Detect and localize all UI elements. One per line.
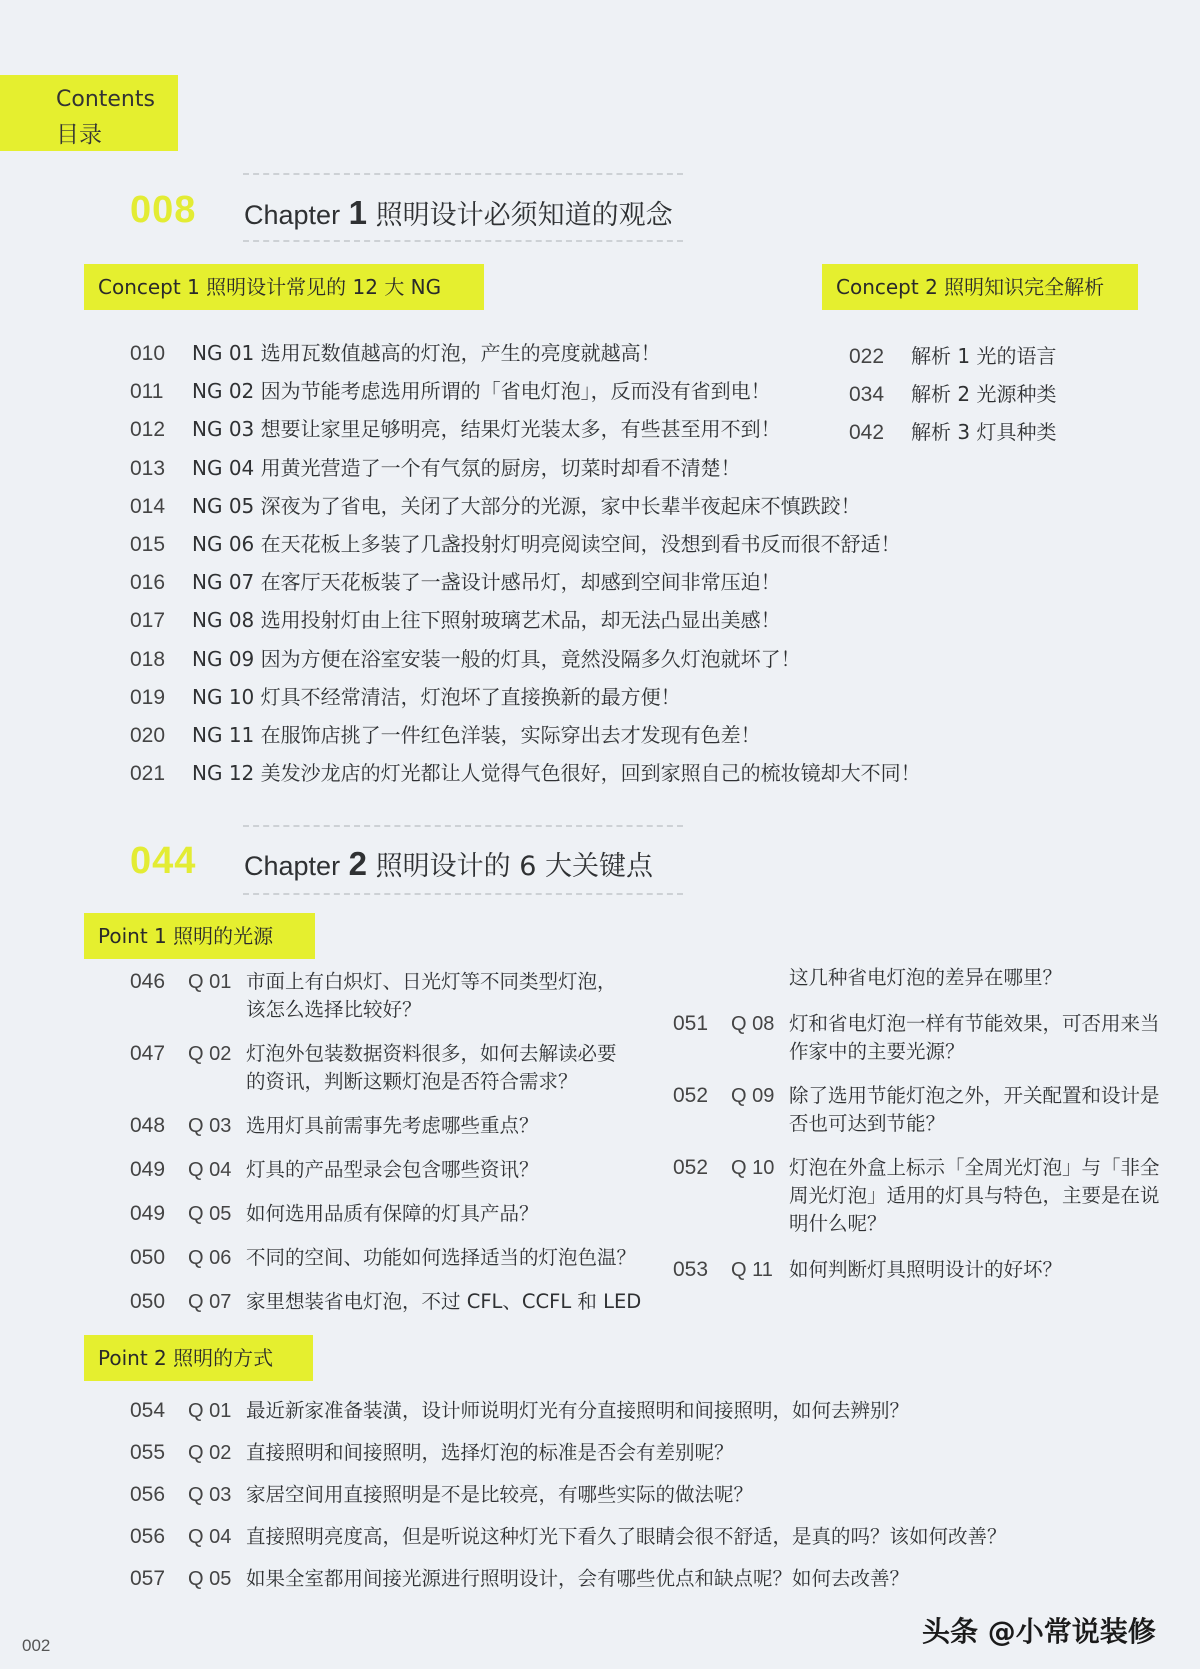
- question-text: 直接照明和间接照明，选择灯泡的标准是否会有差别呢？: [246, 1441, 734, 1464]
- question-item: [673, 1256, 1193, 1286]
- page-ref: 018: [130, 647, 166, 671]
- page-ref: 051: [673, 1012, 709, 1035]
- question-item: [130, 1244, 650, 1274]
- point1-bar: [84, 913, 315, 959]
- list-item: [130, 375, 921, 413]
- question-line: 明什么呢？: [789, 1212, 887, 1235]
- item-text: NG 10 灯具不经常清洁，灯泡坏了直接换新的最方便！: [192, 684, 681, 709]
- chapter2-title: [244, 844, 653, 883]
- item-text: NG 08 选用投射灯由上往下照射玻璃艺术品，却无法凸显出美感！: [192, 608, 781, 633]
- question-item: [130, 1523, 1130, 1553]
- question-number: Q 05: [188, 1568, 232, 1590]
- question-text: 最近新家准备装潢，设计师说明灯光有分直接照明和间接照明，如何去辨别？: [246, 1399, 910, 1422]
- chapter1-title-text: 照明设计必须知道的观念: [375, 200, 673, 231]
- question-line: 作家中的主要光源？: [789, 1040, 965, 1063]
- contents-title-zh: 目录: [56, 122, 102, 148]
- chapter1-divider-bottom: [243, 240, 683, 242]
- page-ref: 054: [130, 1399, 166, 1422]
- list-item: [849, 340, 1056, 378]
- question-text: [246, 1040, 617, 1096]
- concept2-label: Concept 2 照明知识完全解析: [836, 275, 1105, 299]
- point1-label: Point 1 照明的光源: [98, 924, 274, 948]
- list-item: [130, 490, 921, 528]
- list-item: [849, 378, 1056, 416]
- question-line: 如何选用品质有保障的灯具产品？: [246, 1202, 539, 1225]
- question-number: Q 07: [188, 1291, 232, 1313]
- question-text: 如果全室都用间接光源进行照明设计，会有哪些优点和缺点呢？如何去改善？: [246, 1567, 910, 1590]
- question-text: [789, 1256, 1062, 1284]
- page-ref: 049: [130, 1202, 166, 1225]
- watermark: 头条 @小常说装修: [922, 1615, 1156, 1648]
- question-number: Q 03: [188, 1484, 232, 1506]
- question-number: Q 06: [188, 1247, 232, 1269]
- page-ref: 056: [130, 1483, 166, 1506]
- question-number: Q 02: [188, 1442, 232, 1464]
- item-text: NG 09 因为方便在浴室安装一般的灯具，竟然没隔多久灯泡就坏了！: [192, 646, 801, 671]
- chapter1-word: Chapter: [244, 200, 341, 230]
- item-text: 解析 1 光的语言: [911, 344, 1057, 368]
- question-text: [246, 1112, 539, 1140]
- question-item: [130, 1200, 650, 1230]
- chapter2-page-number: 044: [130, 840, 197, 882]
- chapter1-number: 1: [348, 194, 368, 231]
- list-item: [130, 452, 921, 490]
- page-ref: 020: [130, 723, 166, 747]
- point2-bar: [84, 1335, 313, 1381]
- question-text: 直接照明亮度高，但是听说这种灯光下看久了眼睛会很不舒适，是真的吗？该如何改善？: [246, 1525, 1007, 1548]
- list-item: [130, 528, 921, 566]
- page-ref: 050: [130, 1290, 166, 1313]
- page-ref: 047: [130, 1042, 166, 1065]
- question-number: Q 04: [188, 1159, 232, 1181]
- page-ref: 013: [130, 456, 166, 480]
- list-item: [130, 719, 921, 757]
- chapter2-word: Chapter: [244, 851, 341, 881]
- question-line: 灯具的产品型录会包含哪些资讯？: [246, 1158, 539, 1181]
- page-ref: 014: [130, 494, 166, 518]
- question-text: [789, 1154, 1160, 1238]
- list-item: [130, 604, 921, 642]
- chapter1-title: [244, 193, 673, 232]
- page-ref: 052: [673, 1084, 709, 1107]
- question-line: 市面上有白炽灯、日光灯等不同类型灯泡，: [246, 970, 617, 993]
- question-text: [246, 968, 617, 1024]
- question-number: Q 05: [188, 1203, 232, 1225]
- question-item: [673, 1010, 1193, 1070]
- question-number: Q 03: [188, 1115, 232, 1137]
- question-line: 除了选用节能灯泡之外，开关配置和设计是: [789, 1084, 1160, 1107]
- page-ref: 022: [849, 345, 885, 368]
- question-text: [246, 1156, 539, 1184]
- question-continuation: 这几种省电灯泡的差异在哪里？: [789, 966, 1063, 989]
- question-number: Q 11: [731, 1259, 773, 1281]
- page-ref: 049: [130, 1158, 166, 1181]
- question-line: 灯泡外包装数据资料很多，如何去解读必要: [246, 1042, 617, 1065]
- question-line: 该怎么选择比较好？: [246, 998, 422, 1021]
- question-number: Q 10: [731, 1157, 775, 1179]
- page-ref: 048: [130, 1114, 166, 1137]
- chapter2-number: 2: [348, 845, 368, 882]
- concept1-list: [130, 337, 921, 795]
- question-text: [789, 1082, 1160, 1138]
- question-line: 家里想装省电灯泡，不过 CFL、CCFL 和 LED: [246, 1290, 642, 1313]
- item-text: NG 03 想要让家里足够明亮，结果灯光装太多，有些甚至用不到！: [192, 417, 781, 442]
- chapter2-divider-bottom: [243, 893, 683, 895]
- question-item: [130, 1397, 1130, 1427]
- chapter1-page-number: 008: [130, 189, 197, 231]
- page-ref: 012: [130, 418, 166, 442]
- question-number: Q 08: [731, 1013, 775, 1035]
- contents-title-en: Contents: [56, 87, 155, 112]
- question-line: 否也可达到节能？: [789, 1112, 946, 1135]
- question-item: [130, 1112, 650, 1142]
- page-ref: 011: [130, 380, 164, 404]
- item-text: NG 11 在服饰店挑了一件红色洋装，实际穿出去才发现有色差！: [192, 722, 761, 747]
- item-text: NG 01 选用瓦数值越高的灯泡，产生的亮度就越高！: [192, 341, 661, 365]
- question-number: Q 01: [188, 1400, 232, 1422]
- page-ref: 021: [130, 762, 166, 786]
- item-text: NG 12 美发沙龙店的灯光都让人觉得气色很好，回到家照自己的梳妆镜却大不同！: [192, 761, 921, 786]
- question-item: [130, 1439, 1130, 1469]
- question-item: [130, 1156, 650, 1186]
- page-number: 002: [22, 1636, 51, 1655]
- question-item: [673, 1154, 1193, 1242]
- question-item: [130, 1565, 1130, 1595]
- page-ref: 046: [130, 970, 166, 993]
- item-text: NG 05 深夜为了省电，关闭了大部分的光源，家中长辈半夜起床不慎跌跤！: [192, 493, 861, 518]
- concept2-list: [849, 340, 1056, 454]
- page-ref: 010: [130, 342, 166, 365]
- point2-label: Point 2 照明的方式: [98, 1346, 274, 1370]
- list-item: [130, 681, 921, 719]
- item-text: NG 04 用黄光营造了一个有气氛的厨房，切菜时却看不清楚！: [192, 455, 741, 480]
- question-line: 的资讯，判断这颗灯泡是否符合需求？: [246, 1070, 578, 1093]
- list-item: [849, 416, 1056, 454]
- list-item: [130, 413, 921, 451]
- question-number: Q 02: [188, 1043, 232, 1065]
- question-line: 不同的空间、功能如何选择适当的灯泡色温？: [246, 1246, 637, 1269]
- page-ref: 055: [130, 1441, 166, 1464]
- list-item: [130, 643, 921, 681]
- page-ref: 034: [849, 383, 885, 406]
- question-item: [130, 1288, 650, 1318]
- chapter2-title-text: 照明设计的 6 大关键点: [375, 851, 653, 882]
- list-item: [130, 757, 921, 795]
- question-text: 家居空间用直接照明是不是比较亮，有哪些实际的做法呢？: [246, 1483, 754, 1506]
- page-ref: 017: [130, 609, 166, 633]
- question-line: 选用灯具前需事先考虑哪些重点？: [246, 1114, 539, 1137]
- chapter2-divider-top: [243, 825, 683, 827]
- question-text: [246, 1200, 539, 1228]
- question-line: 如何判断灯具照明设计的好坏？: [789, 1258, 1063, 1281]
- question-text: [246, 1288, 641, 1316]
- item-text: NG 07 在客厅天花板装了一盏设计感吊灯，却感到空间非常压迫！: [192, 570, 781, 595]
- page-ref: 052: [673, 1156, 709, 1179]
- list-item: [130, 566, 921, 604]
- page-ref: 016: [130, 571, 166, 595]
- question-number: Q 01: [188, 971, 232, 993]
- chapter1-divider-top: [243, 173, 683, 175]
- question-item: [130, 1481, 1130, 1511]
- page-ref: 019: [130, 685, 166, 709]
- question-line: 灯泡在外盒上标示「全周光灯泡」与「非全: [789, 1156, 1160, 1179]
- question-number: Q 09: [731, 1085, 775, 1107]
- question-line: 灯和省电灯泡一样有节能效果，可否用来当: [789, 1012, 1160, 1035]
- concept1-label: Concept 1 照明设计常见的 12 大 NG: [98, 275, 442, 299]
- concept1-bar: [84, 264, 484, 310]
- list-item: [130, 337, 921, 375]
- question-item: [673, 1082, 1193, 1142]
- question-item: [130, 968, 650, 1028]
- page-ref: 056: [130, 1525, 166, 1548]
- item-text: NG 02 因为节能考虑选用所谓的「省电灯泡」，反而没有省到电！: [192, 379, 771, 404]
- page-ref: 042: [849, 421, 885, 444]
- item-text: NG 06 在天花板上多装了几盏投射灯明亮阅读空间，没想到看书反而很不舒适！: [192, 531, 901, 556]
- page-ref: 057: [130, 1567, 166, 1590]
- question-number: Q 04: [188, 1526, 232, 1548]
- page-ref: 050: [130, 1246, 166, 1269]
- question-line: 周光灯泡」适用的灯具与特色，主要是在说: [789, 1184, 1160, 1207]
- item-text: 解析 2 光源种类: [911, 382, 1057, 406]
- page-ref: 053: [673, 1258, 709, 1281]
- page-ref: 015: [130, 532, 166, 556]
- question-item: [130, 1040, 650, 1100]
- concept2-bar: [822, 264, 1138, 310]
- question-text: [789, 1010, 1160, 1066]
- item-text: 解析 3 灯具种类: [911, 420, 1057, 444]
- question-text: [246, 1244, 636, 1272]
